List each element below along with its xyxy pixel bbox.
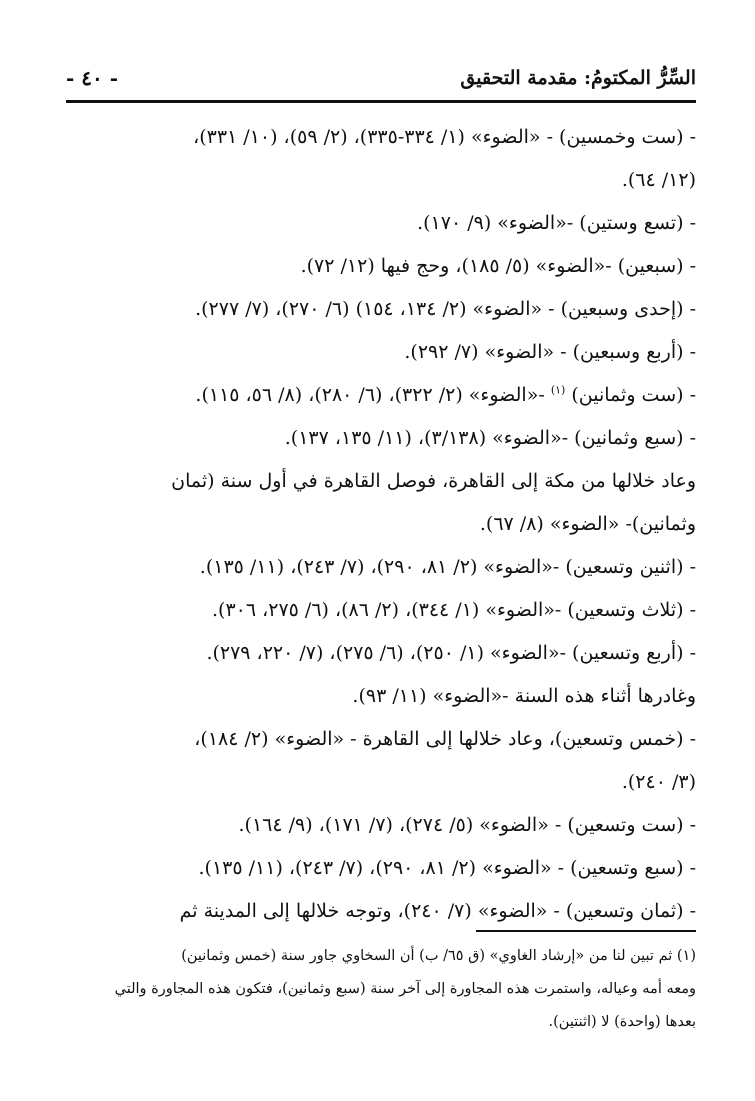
footnote-rule: [476, 930, 696, 932]
text-segment: -«الضوء» (٢/ ٣٢٢)، (٦/ ٢٨٠)، (٨/ ٥٦، ١١٥).: [195, 384, 551, 406]
text-line: - (تسع وستين) -«الضوء» (٩/ ١٧٠).: [417, 212, 696, 234]
text-segment: - (ست وثمانين): [571, 384, 696, 406]
text-line: - (سبع وتسعين) - «الضوء» (٢/ ٨١، ٢٩٠)، (٧/ ٢٤٣)، (١١/ ١٣٥).: [198, 857, 696, 879]
text-line: - (ست وخمسين) - «الضوء» (١/ ٣٣٤-٣٣٥)، (٢/ ٥٩)، (١٠/ ٣٣١)،: [193, 126, 696, 148]
page-number: - ٤٠ -: [66, 66, 119, 90]
text-line: - (ست وتسعين) - «الضوء» (٥/ ٢٧٤)، (٧/ ١٧١)، (٩/ ١٦٤).: [238, 814, 696, 836]
text-line: (١٢/ ٦٤).: [621, 169, 696, 191]
text-line: - (أربع وتسعين) -«الضوء» (١/ ٢٥٠)، (٦/ ٢٧٥)، (٧/ ٢٢٠، ٢٧٩).: [206, 642, 696, 664]
text-line: (٣/ ٢٤٠).: [621, 771, 696, 793]
text-line: وثمانين)- «الضوء» (٨/ ٦٧).: [479, 513, 696, 535]
text-line: وغادرها أثناء هذه السنة -«الضوء» (١١/ ٩٣).: [352, 685, 696, 707]
page-header: [66, 58, 696, 98]
footnotes: [66, 940, 696, 1039]
main-text: [66, 116, 696, 933]
text-line: - (اثنين وتسعين) -«الضوء» (٢/ ٨١، ٢٩٠)، (٧/ ٢٤٣)، (١١/ ١٣٥).: [199, 556, 696, 578]
text-line: - (سبع وثمانين) -«الضوء» (٣/١٣٨)، (١١/ ١٣٥، ١٣٧).: [284, 427, 696, 449]
footnote-line: ومعه أمه وعياله، واستمرت هذه المجاورة إلى آخر سنة (سبع وثمانين)، فتكون هذه المجاورة والتي: [114, 981, 696, 997]
text-line: [66, 374, 696, 417]
text-line: - (ثلاث وتسعين) -«الضوء» (١/ ٣٤٤)، (٢/ ٨٦)، (٦/ ٢٧٥، ٣٠٦).: [211, 599, 696, 621]
text-line: - (خمس وتسعين)، وعاد خلالها إلى القاهرة - «الضوء» (٢/ ١٨٤)،: [194, 728, 696, 750]
text-line: وعاد خلالها من مكة إلى القاهرة، فوصل القاهرة في أول سنة (ثمان: [171, 470, 696, 492]
text-line: - (إحدى وسبعين) - «الضوء» (٢/ ١٣٤، ١٥٤) (٦/ ٢٧٠)، (٧/ ٢٧٧).: [195, 298, 696, 320]
footnote-marker: (١): [550, 383, 566, 397]
footnote-line: (١) ثم تبين لنا من «إرشاد الغاوي» (ق ٦٥/ ب) أن السخاوي جاور سنة (خمس وثمانين): [181, 948, 696, 964]
footnote-line: بعدها (واحدة) لا (اثنتين).: [548, 1014, 696, 1030]
text-line: - (أربع وسبعين) - «الضوء» (٧/ ٢٩٢).: [404, 341, 696, 363]
running-title: السِّرُّ المكتومُ: مقدمة التحقيق: [460, 67, 696, 89]
header-rule: [66, 100, 696, 103]
text-line: - (ثمان وتسعين) - «الضوء» (٧/ ٢٤٠)، وتوجه خلالها إلى المدينة ثم: [179, 900, 696, 922]
text-line: - (سبعين) -«الضوء» (٥/ ١٨٥)، وحج فيها (١٢/ ٧٢).: [300, 255, 696, 277]
